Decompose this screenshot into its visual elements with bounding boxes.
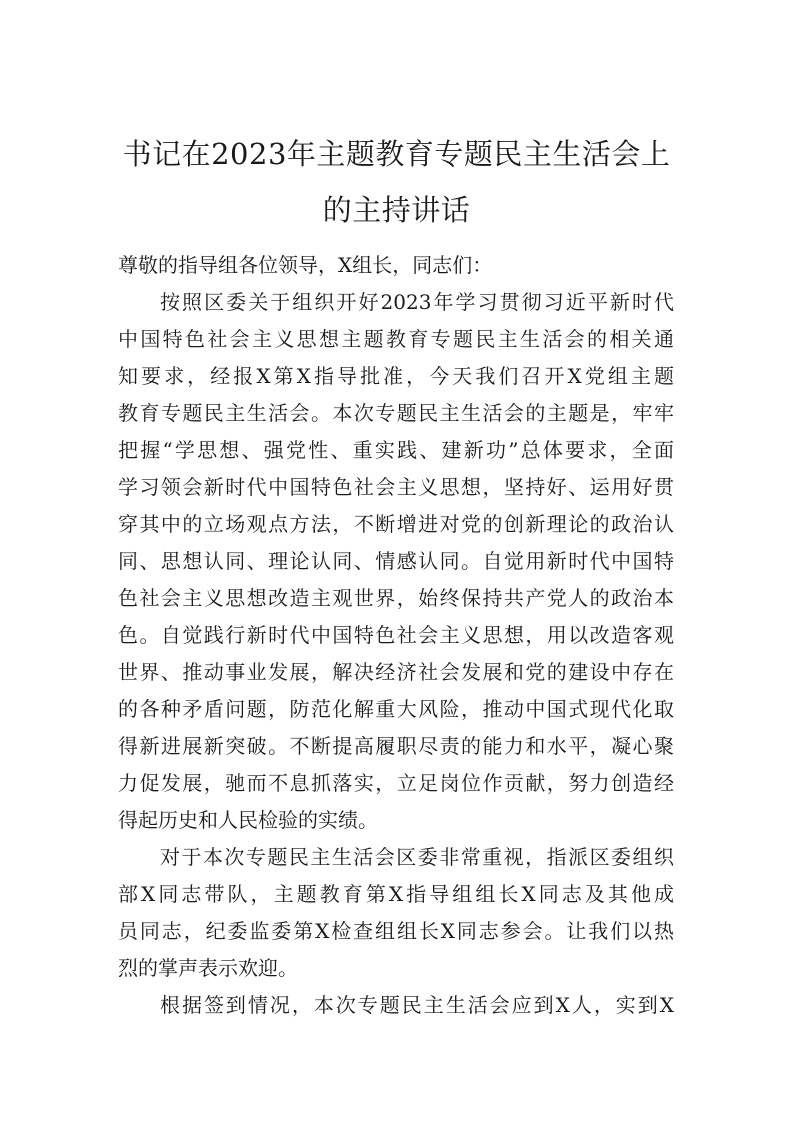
paragraph-1-line-6: 学习领会新时代中国特色社会主义思想，坚持好、运用好贯 bbox=[118, 475, 674, 499]
paragraph-1-line-10: 色。自觉践行新时代中国特色社会主义思想，用以改造客观 bbox=[118, 623, 674, 647]
paragraph-1-line-12: 的各种矛盾问题，防范化解重大风险，推动中国式现代化取 bbox=[118, 697, 674, 721]
paragraph-1-line-1: 按照区委关于组织开好2023年学习贯彻习近平新时代 bbox=[160, 290, 674, 314]
salutation-line: 尊敬的指导组各位领导，X组长，同志们： bbox=[118, 253, 493, 277]
paragraph-1-line-9: 色社会主义思想改造主观世界，始终保持共产党人的政治本 bbox=[118, 586, 674, 610]
paragraph-1-line-4: 教育专题民主生活会。本次专题民主生活会的主题是，牢牢 bbox=[118, 401, 674, 425]
paragraph-1-line-11: 世界、推动事业发展，解决经济社会发展和党的建设中存在 bbox=[118, 660, 674, 684]
paragraph-1-line-8: 同、思想认同、理论认同、情感认同。自觉用新时代中国特 bbox=[118, 549, 674, 573]
paragraph-1-line-5: 把握“学思想、强党性、重实践、建新功”总体要求，全面 bbox=[118, 438, 674, 462]
paragraph-1-line-2: 中国特色社会主义思想主题教育专题民主生活会的相关通 bbox=[118, 327, 674, 351]
paragraph-2-line-1: 对于本次专题民主生活会区委非常重视，指派区委组织 bbox=[160, 845, 674, 869]
paragraph-1-line-13: 得新进展新突破。不断提高履职尽责的能力和水平，凝心聚 bbox=[118, 734, 674, 758]
document-title-line-2: 的主持讲话 bbox=[322, 193, 471, 227]
paragraph-2-line-3: 员同志，纪委监委第X检查组组长X同志参会。让我们以热 bbox=[118, 919, 674, 943]
paragraph-2-line-4: 烈的掌声表示欢迎。 bbox=[118, 956, 298, 980]
paragraph-1-line-3: 知要求，经报X第X指导批准，今天我们召开X党组主题 bbox=[118, 364, 674, 388]
paragraph-1-line-14: 力促发展，驰而不息抓落实，立足岗位作贡献，努力创造经 bbox=[118, 771, 674, 795]
paragraph-3-line-1: 根据签到情况，本次专题民主生活会应到X人，实到X bbox=[160, 993, 674, 1017]
paragraph-1-line-7: 穿其中的立场观点方法，不断增进对党的创新理论的政治认 bbox=[118, 512, 674, 536]
paragraph-2-line-2: 部X同志带队，主题教育第X指导组组长X同志及其他成 bbox=[118, 882, 674, 906]
paragraph-1-line-15: 得起历史和人民检验的实绩。 bbox=[118, 808, 378, 832]
document-title-line-1: 书记在2023年主题教育专题民主生活会上 bbox=[122, 137, 671, 171]
